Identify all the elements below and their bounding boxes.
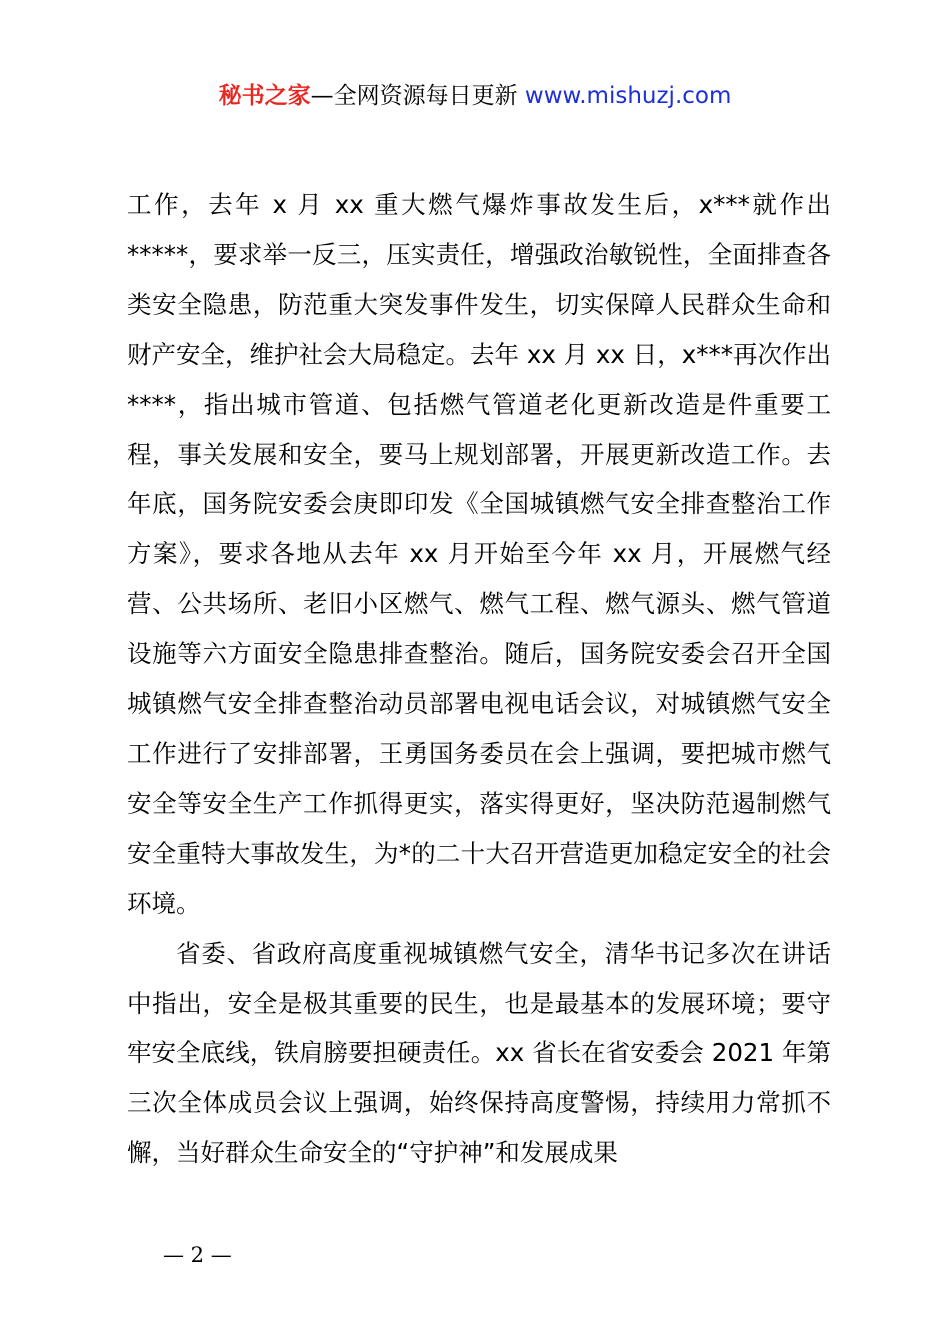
paragraph-continued: 工作，去年 x 月 xx 重大燃气爆炸事故发生后，x***就作出*****，要求举一反三，压实责任，增强政治敏锐性，全面排查各类安全隐患，防范重大突发事件发生，切实保障人民群众生命和财产安全，维护社会大局稳定。去年 xx 月 xx 日，x***再次作出****，指出城市管道、包括燃气管道老化更新改造是件重要工程，事关发展和安全，要马上规划部署，开展更新改造工作。去年底，国务院安委会庚即印发《全国城镇燃气安全排查整治工作方案》，要求各地从去年 xx 月开始至今年 xx 月，开展燃气经营、公共场所、老旧小区燃气、燃气工程、燃气源头、燃气管道设施等六方面安全隐患排查整治。随后，国务院安委会召开全国城镇燃气安全排查整治动员部署电视电话会议，对城镇燃气安全工作进行了安排部署，王勇国务委员在会上强调，要把城市燃气安全等安全生产工作抓得更实，落实得更好，坚决防范遏制燃气安全重特大事故发生，为*的二十大召开营造更加稳定安全的社会环境。 <box>127 190 831 918</box>
site-url-link[interactable]: www.mishuzj.com <box>524 83 732 109</box>
header-tagline: 全网资源每日更新 <box>333 83 518 109</box>
page-number: — 2 — <box>163 1243 232 1267</box>
paragraph-provincial: 省委、省政府高度重视城镇燃气安全，清华书记多次在讲话中指出，安全是极其重要的民生，也是最基本的发展环境；要守牢安全底线，铁肩膀要担硬责任。xx 省长在省安委会 2021 年第三次全体成员会议上强调，始终保持高度警惕，持续用力常抓不懈，当好群众生命安全的“守护神”和发展成果 <box>127 938 831 1168</box>
header-separator: — <box>310 83 334 109</box>
site-header <box>0 80 950 112</box>
brand-name: 秘书之家 <box>218 83 311 109</box>
document-body <box>127 180 831 1178</box>
